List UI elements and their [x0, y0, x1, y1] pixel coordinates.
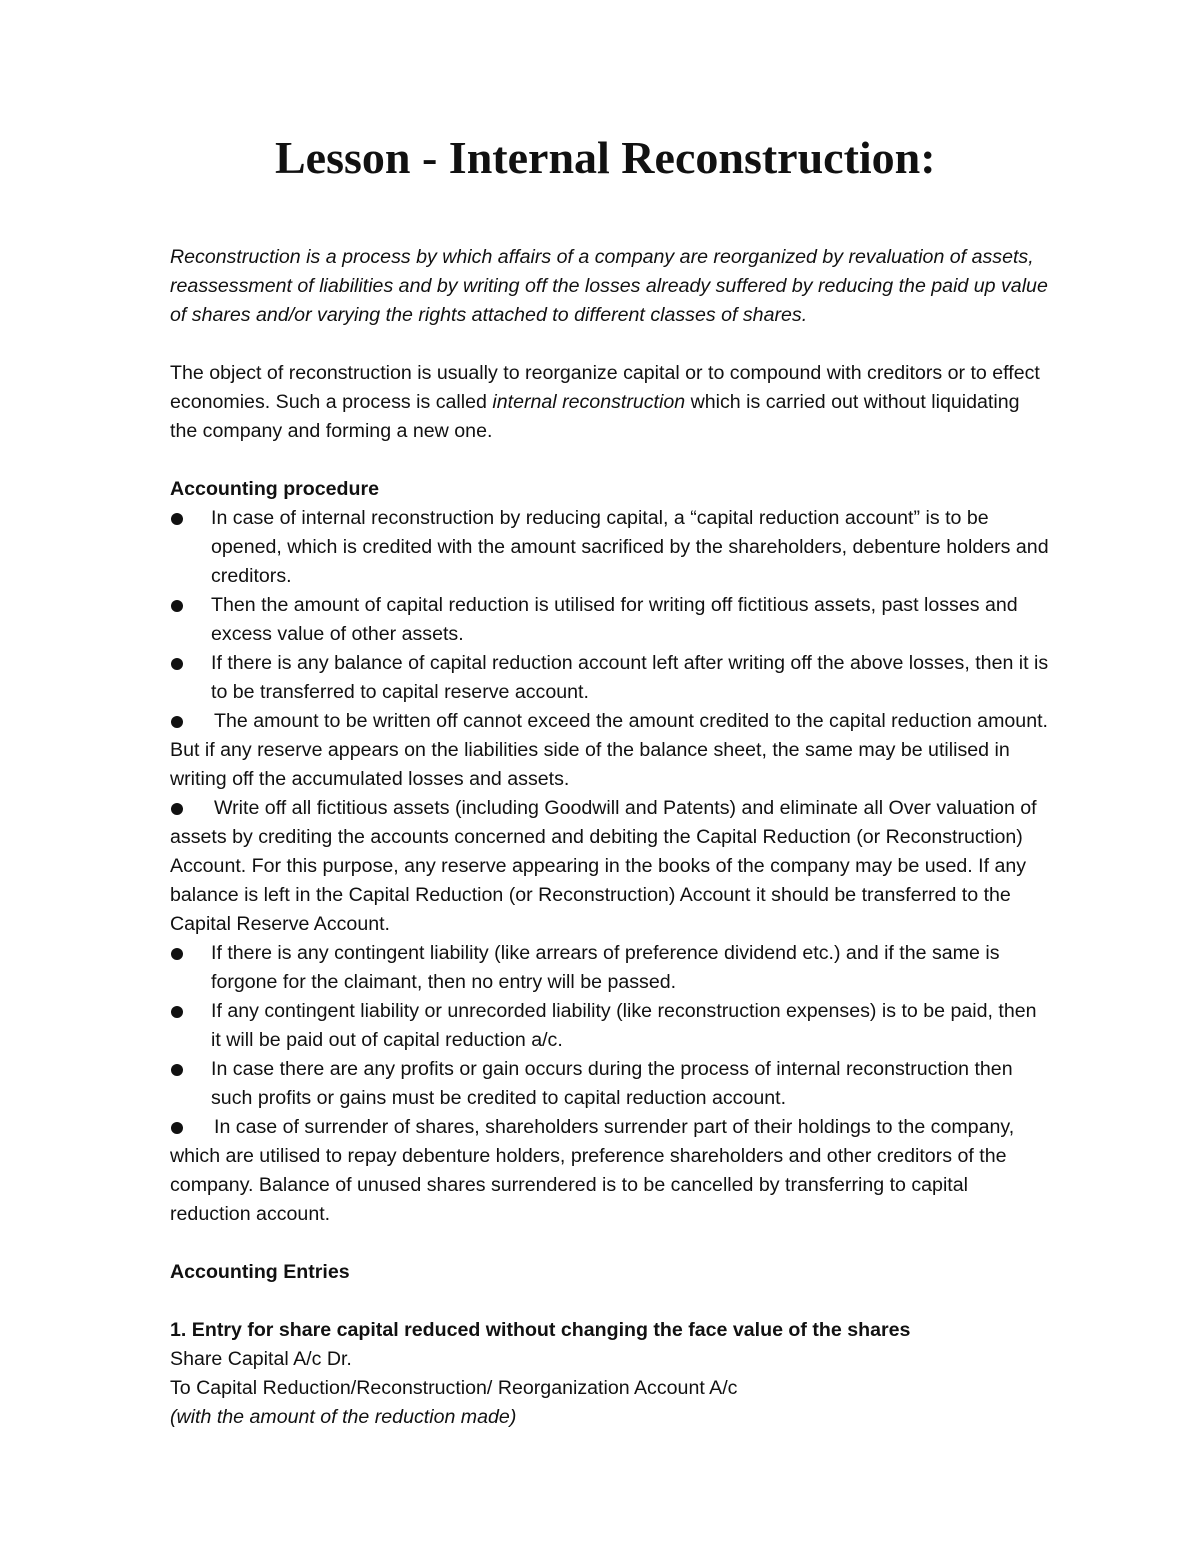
procedure-item	[170, 939, 1050, 997]
bullet-icon	[171, 1006, 183, 1018]
object-text-start: The object of reconstruction is usually to reorganize capital or to compound with creditors or to effect economies. Such a process is called	[170, 362, 1040, 413]
procedure-item-text: If any contingent liability or unrecorded liability (like reconstruction expenses) is to be paid, then it will be paid out of capital reduction a/c.	[211, 1000, 1037, 1051]
procedure-item-text: In case of internal reconstruction by reducing capital, a “capital reduction account” is to be opened, which is credited with the amount sacrificed by the shareholders, debenture holders and creditors.	[211, 507, 1049, 587]
procedure-item-text: Write off all fictitious assets (including Goodwill and Patents) and eliminate all Over valuation of assets by crediting the accounts concerned and debiting the Capital Reduction (or Reconstruction) Account. For this purpose, any reserve appearing in the books of the company may be used. If any balance is left in the Capital Reduction (or Reconstruction) Account it should be transferred to the Capital Reserve Account.	[170, 797, 1037, 935]
procedure-item	[170, 1055, 1050, 1113]
entry-narration: (with the amount of the reduction made)	[170, 1406, 517, 1428]
procedure-item-text: If there is any balance of capital reduction account left after writing off the above losses, then it is to be transferred to capital reserve account.	[211, 652, 1049, 703]
object-text-end: which is carried out without liquidating the company and forming a new one.	[170, 391, 1020, 442]
bullet-icon	[171, 1122, 183, 1134]
bullet-icon	[171, 948, 183, 960]
procedure-item	[170, 1113, 1050, 1229]
document-body	[170, 243, 1050, 1432]
procedure-item-text: In case there are any profits or gain occurs during the process of internal reconstruction then such profits or gains must be credited to capital reduction account.	[211, 1058, 1013, 1109]
procedure-item	[170, 504, 1050, 591]
procedure-heading: Accounting procedure	[170, 478, 380, 500]
bullet-icon	[171, 600, 183, 612]
procedure-item-text: Then the amount of capital reduction is utilised for writing off fictitious assets, past losses and excess value of other assets.	[211, 594, 1018, 645]
procedure-item-text: If there is any contingent liability (like arrears of preference dividend etc.) and if the same is forgone for the claimant, then no entry will be passed.	[211, 942, 1000, 993]
bullet-icon	[171, 513, 183, 525]
procedure-item	[170, 997, 1050, 1055]
procedure-item	[170, 707, 1050, 794]
entries-heading: Accounting Entries	[170, 1261, 350, 1283]
bullet-icon	[171, 658, 183, 670]
procedure-item	[170, 794, 1050, 939]
entry-debit-line: Share Capital A/c Dr.	[170, 1348, 352, 1370]
bullet-icon	[171, 1064, 183, 1076]
object-paragraph	[170, 359, 1050, 446]
object-emphasis: internal reconstruction	[492, 391, 686, 413]
page-title: Lesson - Internal Reconstruction:	[275, 132, 936, 183]
procedure-item	[170, 649, 1050, 707]
intro-paragraph: Reconstruction is a process by which affairs of a company are reorganized by revaluation of assets, reassessment of liabilities and by writing off the losses already suffered by reducing the paid up value of shares and/or varying the rights attached to different classes of shares.	[170, 246, 1048, 326]
bullet-icon	[171, 716, 183, 728]
entry-heading: 1. Entry for share capital reduced without changing the face value of the shares	[170, 1319, 911, 1341]
procedure-item	[170, 591, 1050, 649]
procedure-item-text: The amount to be written off cannot exceed the amount credited to the capital reduction amount. But if any reserve appears on the liabilities side of the balance sheet, the same may be utilised in writing off the accumulated losses and assets.	[170, 710, 1048, 790]
bullet-icon	[171, 803, 183, 815]
entry-credit-line: To Capital Reduction/Reconstruction/ Reorganization Account A/c	[170, 1377, 738, 1399]
procedure-item-text: In case of surrender of shares, shareholders surrender part of their holdings to the company, which are utilised to repay debenture holders, preference shareholders and other creditors of the company. Balance of unused shares surrendered is to be cancelled by transferring to capital reduction account.	[170, 1116, 1015, 1225]
